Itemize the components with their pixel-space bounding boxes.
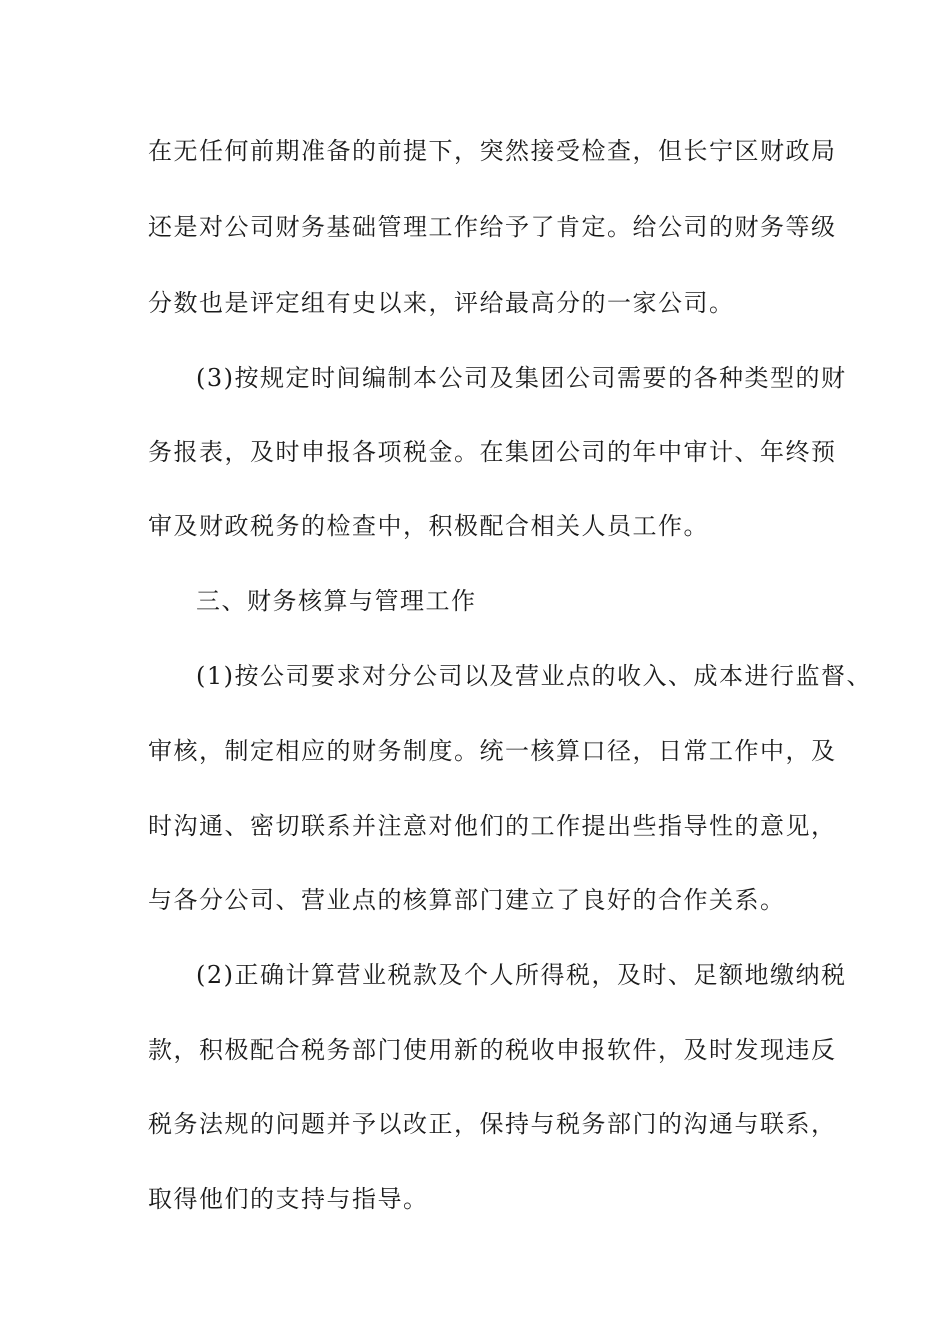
- paragraph-line: 还是对公司财务基础管理工作给予了肯定。给公司的财务等级: [148, 213, 837, 241]
- paragraph-line: 分数也是评定组有史以来，评给最高分的一家公司。: [148, 289, 735, 317]
- paragraph-line: 取得他们的支持与指导。: [148, 1185, 429, 1213]
- paragraph-line: 审及财政税务的检查中，积极配合相关人员工作。: [148, 512, 709, 540]
- paragraph-line: 务报表，及时申报各项税金。在集团公司的年中审计、年终预: [148, 438, 837, 466]
- paragraph-line: (1)按公司要求对分公司以及营业点的收入、成本进行监督、: [196, 662, 872, 690]
- paragraph-line: 与各分公司、营业点的核算部门建立了良好的合作关系。: [148, 886, 786, 914]
- paragraph-line: (3)按规定时间编制本公司及集团公司需要的各种类型的财: [196, 364, 847, 392]
- paragraph-line: 款，积极配合税务部门使用新的税收申报软件，及时发现违反: [148, 1036, 837, 1064]
- paragraph-line: 在无任何前期准备的前提下，突然接受检查，但长宁区财政局: [148, 137, 837, 165]
- section-heading: 三、财务核算与管理工作: [196, 587, 477, 615]
- paragraph-line: 税务法规的问题并予以改正，保持与税务部门的沟通与联系，: [148, 1110, 837, 1138]
- paragraph-line: 时沟通、密切联系并注意对他们的工作提出些指导性的意见，: [148, 812, 837, 840]
- paragraph-line: (2)正确计算营业税款及个人所得税，及时、足额地缴纳税: [196, 961, 847, 989]
- paragraph-line: 审核，制定相应的财务制度。统一核算口径，日常工作中，及: [148, 737, 837, 765]
